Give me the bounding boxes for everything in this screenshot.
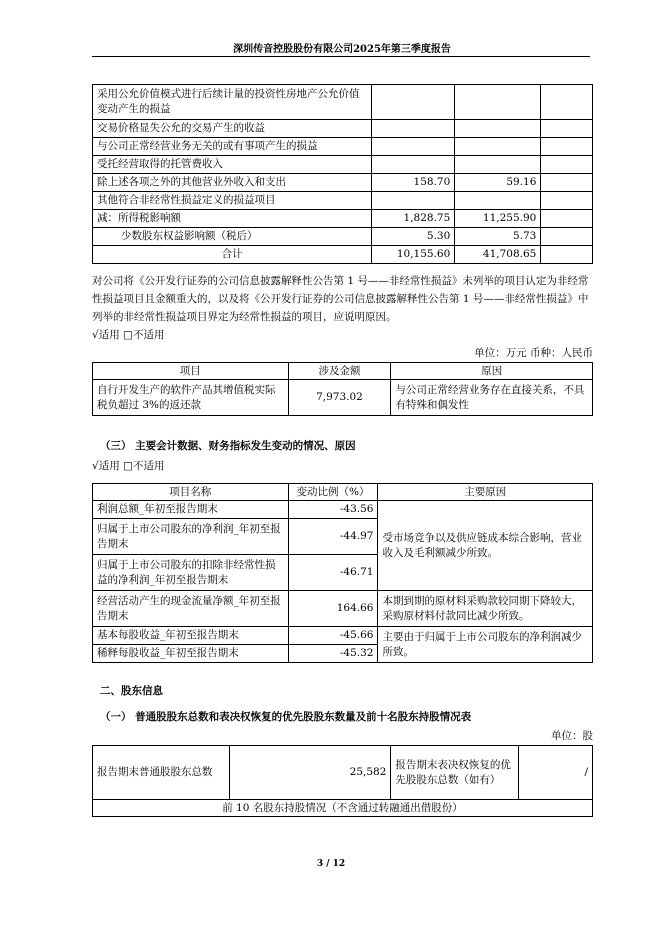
section-title-3: （三） 主要会计数据、财务指标发生变动的情况、原因 [100,440,356,452]
table-row [93,138,593,156]
row-label: 其他符合非经常性损益定义的损益项目 [93,192,372,210]
table-row [93,85,593,120]
table-row: 归属于上市公司股东的净利润_年初至报告期末 -44.97 [93,519,593,555]
table-row: 基本每股收益_年初至报告期末 -45.66 主要由于归属于上市公司股东的净利润减少所致。 [93,627,593,645]
table-row-total: 合计 10,155.60 41,708.65 [93,246,593,264]
explanation-paragraph: 对公司将《公开发行证券的公司信息披露解释性公告第 1 号——非经常性损益》未列举的项目认定为非经常性损益项目且金额重大的，以及将《公开发行证券的公司信息披露解释性公告第 1 号——非经常性损益》中列举的非经常性损益项目界定为经常性损益的项目，应说明原因。 [92,275,589,323]
table-row: 少数股东权益影响额（税后） 5.30 5.73 [93,228,593,246]
table-row: 除上述各项之外的其他营业外收入和支出 158.70 59.16 [93,174,593,192]
applicable-checkbox-line: √适用 □不适用 [92,329,165,341]
table-row: 经营活动产生的现金流量净额_年初至报告期末 164.66 本期到期的原材料采购款较同期下降较大，采购原材料付款同比减少所致。 [93,591,593,627]
table-row: 稀释每股收益_年初至报告期末 -45.32 [93,645,593,663]
table-row: 归属于上市公司股东的扣除非经常性损益的净利润_年初至报告期末 -46.71 [93,555,593,591]
table-row: 报告期末普通股股东总数 25,582 报告期末表决权恢复的优先股股东总数（如有） / [93,746,593,800]
table-row [93,156,593,174]
page-number: 3 / 12 [316,859,346,869]
recurring-definition-table [92,362,593,416]
unit-shares-label: 单位：股 [551,730,593,742]
table-header-row: 项目名称 变动比例（%） 主要原因 [93,484,593,501]
table-row: 利润总额_年初至报告期末 -43.56 受市场竞争以及供应链成本综合影响，营业收入及毛利额减少所致。 [93,501,593,519]
nonrecurring-table [92,84,593,264]
applicable-checkbox-line-2: √适用 □不适用 [92,460,165,472]
row-label: 除上述各项之外的其他营业外收入和支出 [93,174,372,192]
unit-currency-label: 单位：万元 币种：人民币 [474,347,593,359]
reason-cell: 本期到期的原材料采购款较同期下降较大，采购原材料付款同比减少所致。 [378,591,593,627]
section-title-shareholders: 二、股东信息 [100,685,163,697]
shareholder-count-table [92,745,593,817]
section-title-shareholder-table: （一） 普通股股东总数和表决权恢复的优先股股东数量及前十名股东持股情况表 [100,711,472,723]
row-label: 受托经营取得的托管费收入 [93,156,372,174]
change-reason-table [92,483,593,663]
table-header-row: 项目 涉及金额 原因 [93,363,593,380]
row-label: 采用公允价值模式进行后续计量的投资性房地产公允价值变动产生的损益 [93,85,372,120]
table-row [93,192,593,210]
reason-cell: 受市场竞争以及供应链成本综合影响，营业收入及毛利额减少所致。 [378,501,593,591]
header-rule [92,56,590,57]
row-label: 少数股东权益影响额（税后） [93,228,372,246]
row-label: 与公司正常经营业务无关的或有事项产生的损益 [93,138,372,156]
table-row: 自行开发生产的软件产品其增值税实际税负超过 3%的返还款 7,973.02 与公司正常经营业务存在直接关系，不具有特殊和偶发性 [93,380,593,416]
table-row: 减：所得税影响额 1,828.75 11,255.90 [93,210,593,228]
reason-cell: 主要由于归属于上市公司股东的净利润减少所致。 [378,627,593,663]
row-label: 减：所得税影响额 [93,210,372,228]
row-label: 交易价格显失公允的交易产生的收益 [93,120,372,138]
table-subheader-row: 前 10 名股东持股情况（不含通过转融通出借股份） [93,800,593,817]
table-row [93,120,593,138]
page-header: 深圳传音控股股份有限公司2025年第三季度报告 [233,44,451,55]
row-label: 合计 [93,246,372,264]
